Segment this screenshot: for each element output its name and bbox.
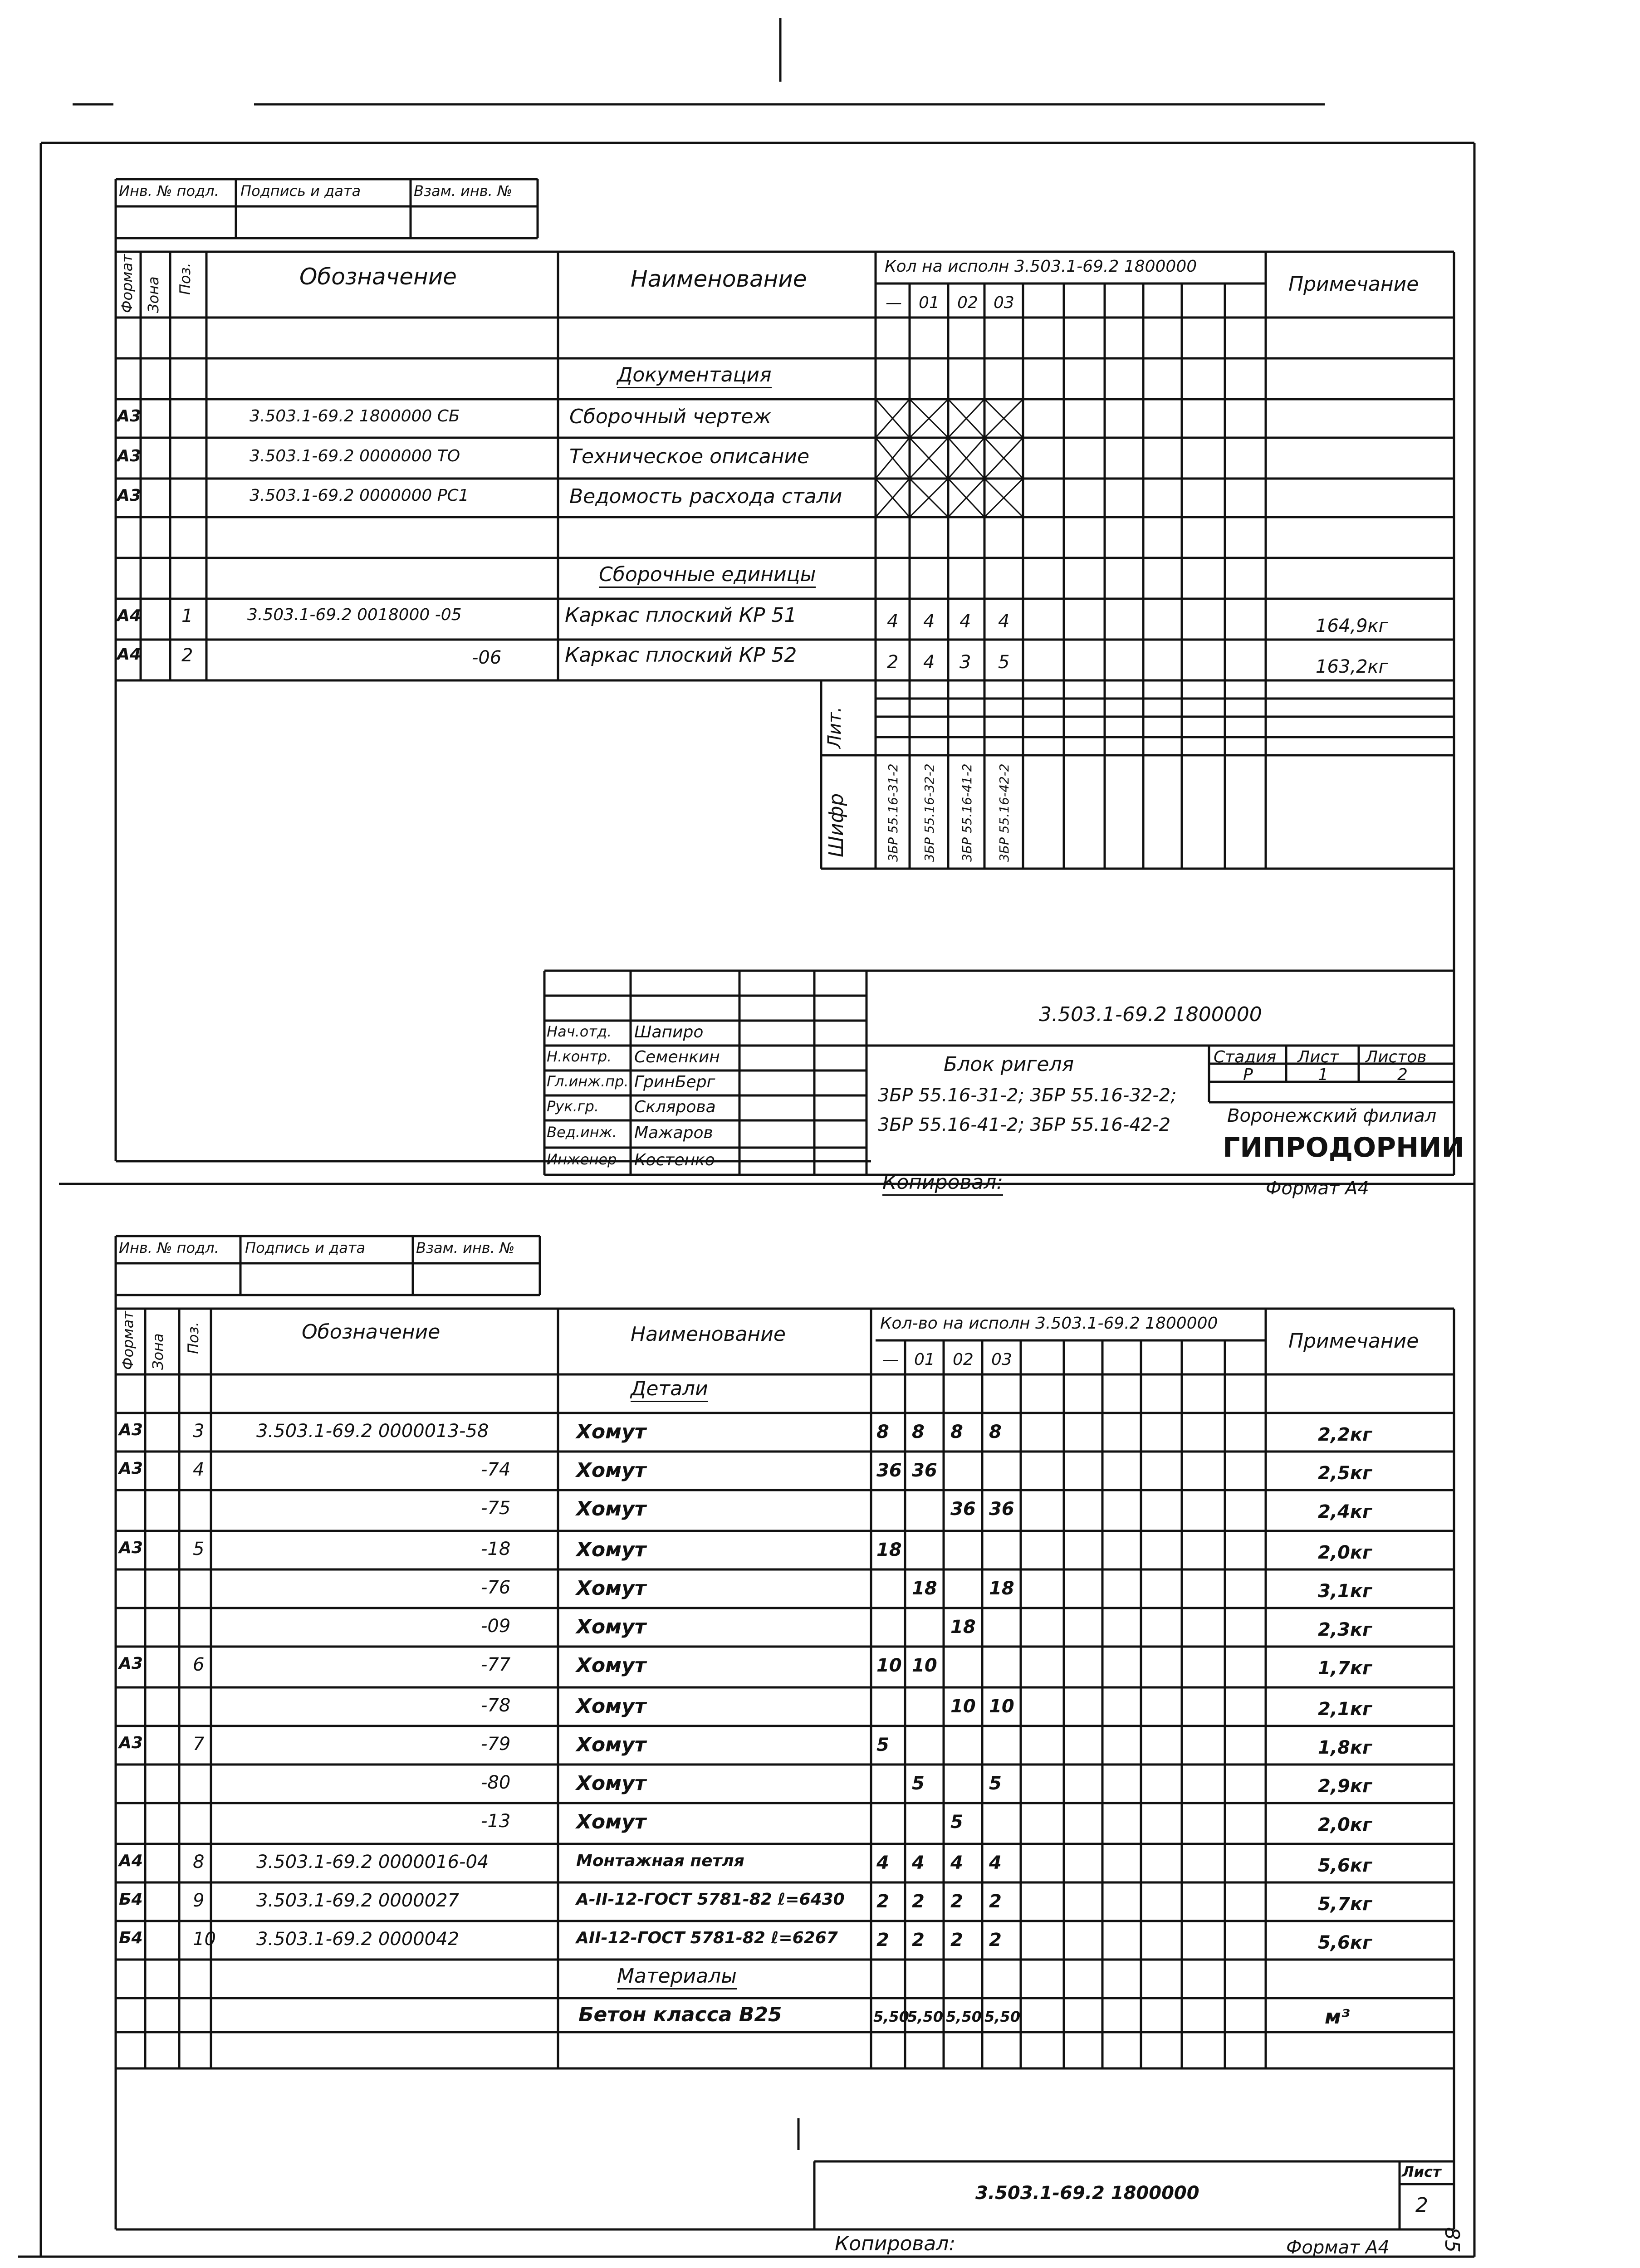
doc-number: 3.503.1-69.2 1800000 xyxy=(1039,1003,1262,1026)
qty-cell: 4 xyxy=(923,611,935,632)
row-name: Хомут xyxy=(576,1615,646,1638)
row-note: 3,1кг xyxy=(1318,1581,1372,1602)
sheets-label: Листов xyxy=(1366,1048,1427,1066)
row-name: Хомут xyxy=(576,1733,646,1756)
row-format: А3 xyxy=(117,447,141,465)
stamp-replace-label: Взам. инв. № xyxy=(416,1239,515,1256)
header-pos: Поз. xyxy=(176,263,194,295)
qty-cell: 4 xyxy=(960,611,971,632)
row-format: А3 xyxy=(119,1539,143,1557)
header-qty: Кол на исполн 3.503.1-69.2 1800000 xyxy=(885,257,1197,276)
variant-base: — xyxy=(882,1350,899,1369)
row-designation: 3.503.1-69.2 1800000 СБ xyxy=(250,407,460,425)
qty-cell: 5,50 xyxy=(907,2008,943,2025)
row-pos: 2 xyxy=(181,645,193,666)
copied-label: Копировал: xyxy=(882,1173,1003,1196)
material-note: м³ xyxy=(1325,2005,1350,2028)
row-designation: 3.503.1-69.2 0000000 ТО xyxy=(250,447,460,465)
qty-cell: 8 xyxy=(989,1422,1002,1442)
qty-cell: 3 xyxy=(960,652,971,673)
staff-role: Нач.отд. xyxy=(547,1023,612,1040)
header-designation: Обозначение xyxy=(302,1320,441,1344)
row-pos: 9 xyxy=(193,1890,205,1911)
qty-cell: 5,50 xyxy=(873,2008,909,2025)
qty-cell: 8 xyxy=(950,1422,963,1442)
row-name: Техническое описание xyxy=(569,445,810,468)
qty-cell: 10 xyxy=(876,1655,902,1676)
stamp-inv-label: Инв. № подл. xyxy=(119,182,219,200)
qty-cell: 2 xyxy=(950,1891,963,1912)
sheet-value: 1 xyxy=(1318,1066,1328,1084)
qty-cell: 2 xyxy=(887,652,899,673)
qty-cell: 5 xyxy=(989,1773,1002,1794)
sheet-value: 2 xyxy=(1415,2194,1428,2217)
header-note: Примечание xyxy=(1288,1330,1419,1353)
format-label: Формат А4 xyxy=(1286,2237,1390,2258)
row-name: Ведомость расхода стали xyxy=(569,485,842,508)
variant-base: — xyxy=(886,293,902,312)
qty-cell: 5 xyxy=(950,1812,963,1833)
row-note: 2,9кг xyxy=(1318,1776,1372,1797)
shifr-value: 3БР 55.16-32-2 xyxy=(922,763,937,862)
row-pos: 5 xyxy=(193,1539,205,1559)
stage-value: Р xyxy=(1243,1066,1253,1084)
qty-cell: 8 xyxy=(876,1422,889,1442)
row-designation: -09 xyxy=(481,1616,511,1637)
row-pos: 4 xyxy=(193,1459,205,1480)
row-format: А3 xyxy=(119,1421,143,1439)
stamp-sign-label: Подпись и дата xyxy=(240,182,361,200)
row-designation: 3.503.1-69.2 0000013-58 xyxy=(256,1421,489,1442)
staff-role: Инженер xyxy=(547,1151,617,1168)
shifr-value: 3БР 55.16-42-2 xyxy=(997,763,1012,862)
qty-cell: 4 xyxy=(876,1853,889,1873)
row-note: 5,7кг xyxy=(1318,1894,1372,1915)
row-pos: 6 xyxy=(193,1654,205,1675)
row-designation: -18 xyxy=(481,1539,511,1559)
row-pos: 3 xyxy=(193,1421,205,1442)
qty-cell: 18 xyxy=(950,1617,976,1637)
row-note: 2,0кг xyxy=(1318,1542,1372,1563)
row-note: 5,6кг xyxy=(1318,1855,1372,1876)
doc-number: 3.503.1-69.2 1800000 xyxy=(975,2183,1199,2204)
doc-title: Блок ригеля xyxy=(944,1053,1074,1076)
qty-cell: 36 xyxy=(876,1460,902,1481)
row-designation: -13 xyxy=(481,1811,511,1832)
row-format: А3 xyxy=(119,1734,143,1752)
row-name: Сборочный чертеж xyxy=(569,405,772,428)
row-designation: -78 xyxy=(481,1695,511,1716)
qty-cell: 4 xyxy=(887,611,899,632)
qty-cell: 5,50 xyxy=(946,2008,982,2025)
qty-cell: 2 xyxy=(989,1930,1002,1950)
sheet-label: Лист xyxy=(1402,2163,1441,2180)
format-label: Формат А4 xyxy=(1266,1178,1369,1199)
row-designation: -76 xyxy=(481,1577,511,1598)
row-name: Монтажная петля xyxy=(576,1852,744,1870)
row-pos: 1 xyxy=(181,606,193,626)
row-designation: 3.503.1-69.2 0000016-04 xyxy=(256,1852,489,1872)
variant-02: 02 xyxy=(953,1350,974,1369)
staff-name: Шапиро xyxy=(634,1023,704,1041)
header-qty: Кол-во на исполн 3.503.1-69.2 1800000 xyxy=(880,1314,1218,1333)
staff-name: Семенкин xyxy=(634,1048,720,1066)
sheets-value: 2 xyxy=(1397,1066,1408,1084)
row-designation: 3.503.1-69.2 0018000 -05 xyxy=(247,606,462,624)
shifr-value: 3БР 55.16-31-2 xyxy=(886,763,901,862)
variant-03: 03 xyxy=(994,293,1014,312)
header-zone: Зона xyxy=(149,1333,166,1370)
copied-label: Копировал: xyxy=(835,2234,955,2257)
qty-cell: 5 xyxy=(998,652,1010,673)
staff-role: Вед.инж. xyxy=(547,1124,617,1141)
variant-03: 03 xyxy=(991,1350,1012,1369)
qty-cell: 8 xyxy=(912,1422,925,1442)
qty-cell: 4 xyxy=(923,652,935,673)
shifr-label: Шифр xyxy=(825,793,848,857)
qty-cell: 4 xyxy=(950,1853,963,1873)
qty-cell: 4 xyxy=(998,611,1010,632)
qty-cell: 5 xyxy=(912,1773,925,1794)
qty-cell: 36 xyxy=(989,1499,1014,1520)
row-note: 2,4кг xyxy=(1318,1501,1372,1522)
qty-cell: 4 xyxy=(989,1853,1002,1873)
row-name: Каркас плоский КР 52 xyxy=(565,644,797,667)
row-note: 2,0кг xyxy=(1318,1814,1372,1835)
qty-cell: 18 xyxy=(876,1540,902,1560)
row-name: Хомут xyxy=(576,1577,646,1600)
qty-cell: 4 xyxy=(912,1853,925,1873)
row-name: Хомут xyxy=(576,1420,646,1443)
row-note: 163,2кг xyxy=(1316,656,1388,677)
row-name: АII-12-ГОСТ 5781-82 ℓ=6267 xyxy=(576,1929,838,1947)
header-format: Формат xyxy=(119,1311,137,1370)
material-name: Бетон класса В25 xyxy=(578,2003,782,2026)
qty-cell: 2 xyxy=(876,1930,889,1950)
org-line-2: ГИПРОДОРНИИ xyxy=(1223,1132,1464,1163)
qty-cell: 5 xyxy=(876,1735,889,1755)
variant-01: 01 xyxy=(919,293,940,312)
qty-cell: 2 xyxy=(989,1891,1002,1912)
qty-cell: 10 xyxy=(989,1696,1014,1717)
row-designation: -75 xyxy=(481,1498,511,1519)
row-format: А4 xyxy=(119,1852,143,1870)
row-name: А-II-12-ГОСТ 5781-82 ℓ=6430 xyxy=(576,1890,845,1909)
section-documentation: Документация xyxy=(617,365,772,388)
row-format: А3 xyxy=(117,407,141,425)
header-pos: Поз. xyxy=(185,1322,202,1354)
section-assemblies: Сборочные единицы xyxy=(599,565,816,588)
row-note: 2,1кг xyxy=(1318,1699,1372,1720)
qty-cell: 10 xyxy=(912,1655,937,1676)
row-format: Б4 xyxy=(119,1929,143,1947)
staff-name: Костенко xyxy=(634,1151,715,1169)
row-pos: 10 xyxy=(193,1929,216,1950)
row-designation: -79 xyxy=(481,1734,511,1755)
stage-label: Стадия xyxy=(1214,1048,1277,1066)
row-note: 2,3кг xyxy=(1318,1619,1372,1640)
doc-subtitle-2: 3БР 55.16-41-2; 3БР 55.16-42-2 xyxy=(878,1114,1171,1135)
staff-name: Мажаров xyxy=(634,1124,713,1142)
row-format: А3 xyxy=(119,1459,143,1478)
row-name: Хомут xyxy=(576,1538,646,1561)
row-designation: -74 xyxy=(481,1459,511,1480)
doc-subtitle-1: 3БР 55.16-31-2; 3БР 55.16-32-2; xyxy=(878,1085,1177,1106)
page-number: 85 xyxy=(1440,2227,1464,2253)
shifr-value: 3БР 55.16-41-2 xyxy=(960,763,974,862)
qty-cell: 5,50 xyxy=(984,2008,1020,2025)
section-materials: Материалы xyxy=(617,1966,737,1989)
row-designation: -80 xyxy=(481,1772,511,1793)
row-note: 1,8кг xyxy=(1318,1737,1372,1758)
row-note: 2,2кг xyxy=(1318,1424,1372,1445)
qty-cell: 2 xyxy=(950,1930,963,1950)
row-format: А4 xyxy=(117,645,141,664)
header-name: Наименование xyxy=(631,266,807,292)
row-name: Хомут xyxy=(576,1497,646,1520)
row-designation: 3.503.1-69.2 0000000 РС1 xyxy=(250,486,469,505)
row-format: А3 xyxy=(117,486,141,505)
staff-name: Склярова xyxy=(634,1098,716,1116)
staff-role: Гл.инж.пр. xyxy=(547,1073,629,1090)
org-line-1: Воронежский филиал xyxy=(1227,1105,1437,1126)
row-name: Хомут xyxy=(576,1459,646,1482)
variant-02: 02 xyxy=(957,293,978,312)
row-note: 1,7кг xyxy=(1318,1658,1372,1679)
header-note: Примечание xyxy=(1288,273,1419,296)
row-name: Каркас плоский КР 51 xyxy=(565,604,797,627)
qty-cell: 2 xyxy=(912,1891,925,1912)
qty-cell: 2 xyxy=(912,1930,925,1950)
header-format: Формат xyxy=(118,254,136,313)
qty-cell: 18 xyxy=(989,1578,1014,1599)
qty-cell: 36 xyxy=(950,1499,976,1520)
row-pos: 7 xyxy=(193,1734,205,1755)
row-format: Б4 xyxy=(119,1890,143,1909)
row-designation: 3.503.1-69.2 0000042 xyxy=(256,1929,460,1950)
lit-label: Лит. xyxy=(824,706,845,748)
row-name: Хомут xyxy=(576,1772,646,1795)
staff-role: Н.контр. xyxy=(547,1048,612,1065)
row-pos: 8 xyxy=(193,1852,205,1872)
section-parts: Детали xyxy=(631,1379,708,1402)
row-name: Хомут xyxy=(576,1695,646,1718)
sheet-label: Лист xyxy=(1297,1048,1339,1066)
qty-cell: 10 xyxy=(950,1696,976,1717)
qty-cell: 36 xyxy=(912,1460,937,1481)
row-designation: -77 xyxy=(481,1654,511,1675)
variant-01: 01 xyxy=(914,1350,935,1369)
row-format: А4 xyxy=(117,606,141,625)
stamp-replace-label: Взам. инв. № xyxy=(414,182,513,200)
stamp-sign-label: Подпись и дата xyxy=(245,1239,366,1256)
row-note: 2,5кг xyxy=(1318,1463,1372,1484)
header-zone: Зона xyxy=(145,276,162,313)
row-note: 164,9кг xyxy=(1316,616,1388,636)
qty-cell: 2 xyxy=(876,1891,889,1912)
row-name: Хомут xyxy=(576,1654,646,1677)
staff-name: ГринБерг xyxy=(634,1073,715,1091)
header-name: Наименование xyxy=(631,1323,786,1346)
row-designation: -06 xyxy=(472,647,502,668)
stamp-inv-label: Инв. № подл. xyxy=(119,1239,219,1256)
header-designation: Обозначение xyxy=(299,264,457,290)
row-designation: 3.503.1-69.2 0000027 xyxy=(256,1890,460,1911)
qty-cell: 18 xyxy=(912,1578,937,1599)
row-format: А3 xyxy=(119,1654,143,1673)
staff-role: Рук.гр. xyxy=(547,1098,599,1115)
row-note: 5,6кг xyxy=(1318,1932,1372,1953)
row-name: Хомут xyxy=(576,1810,646,1833)
